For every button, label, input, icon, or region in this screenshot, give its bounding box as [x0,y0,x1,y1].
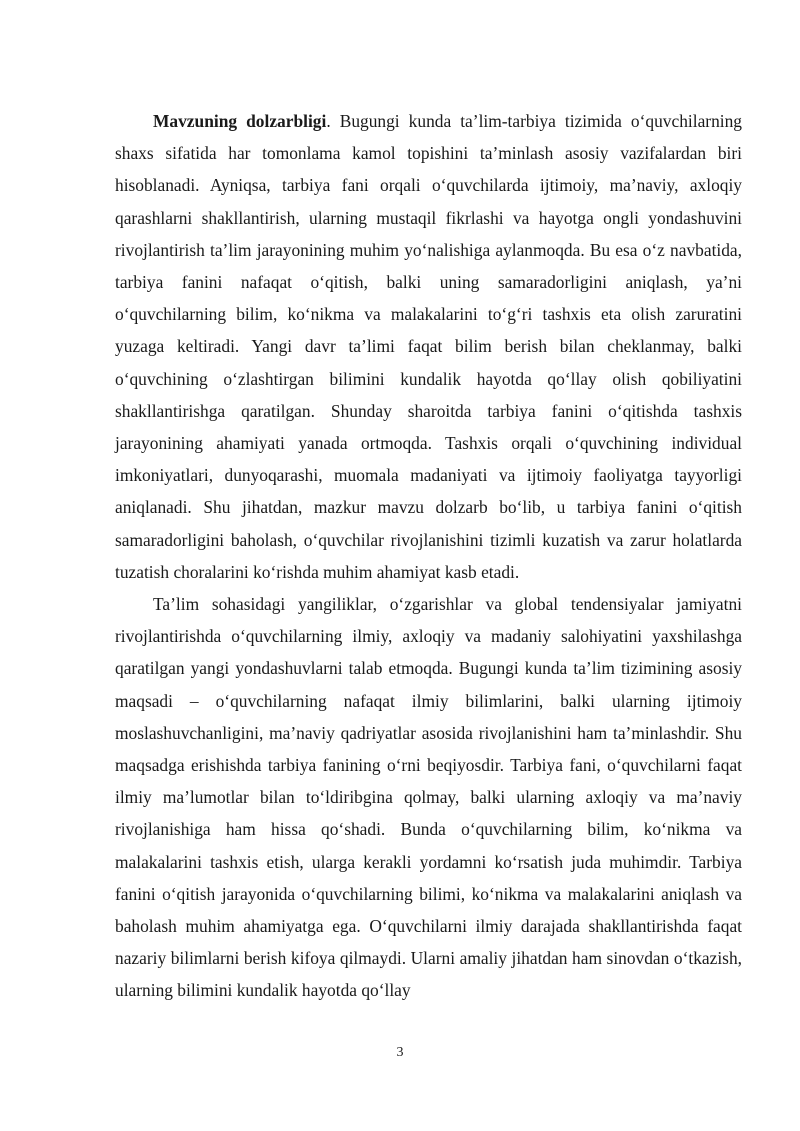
paragraph-text: Bugungi kunda ta’lim-tarbiya tizimida o‘quvchilarning shaxs sifatida har tomonlama kamol topishini ta’minlash asosiy vazifalardan biri hisoblanadi. Ayniqsa, tarbiya fani orqali o‘quvchilarda ijtimoiy, ma’naviy, axloqiy qarashlarni shakllantirish, ularning mustaqil fikrlashi va hayotga ongli yondashuvini rivojlantirish ta’lim jarayonining muhim yo‘nalishiga aylanmoqda. Bu esa o‘z navbatida, tarbiya fanini nafaqat o‘qitish, balki uning samaradorligini aniqlash, ya’ni o‘quvchilarning bilim, ko‘nikma va malakalarini to‘g‘ri tashxis eta olish zaruratini yuzaga keltiradi. Yangi davr ta’limi faqat bilim berish bilan cheklanmay, balki o‘quvchining o‘zlashtirgan bilimini kundalik hayotda qo‘llay olish qobiliyatini shakllantirishga qaratilgan. Shunday sharoitda tarbiya fanini o‘qitishda tashxis jarayonining ahamiyati yanada ortmoqda. Tashxis orqali o‘quvchining individual imkoniyatlari, dunyoqarashi, muomala madaniyati va ijtimoiy faoliyatga tayyorligi aniqlanadi. Shu jihatdan, mazkur mavzu dolzarb bo‘lib, u tarbiya fanini o‘qitish samaradorligini baholash, o‘quvchilar rivojlanishini tizimli kuzatish va zarur holatlarda tuzatish choralarini ko‘rishda muhim ahamiyat kasb etadi. [115,111,742,582]
paragraph-innovations [115,588,742,1007]
paragraph-text: Ta’lim sohasidagi yangiliklar, o‘zgarishlar va global tendensiyalar jamiyatni rivojlantirishda o‘quvchilarning ilmiy, axloqiy va madaniy salohiyatini yaxshilashga qaratilgan yangi yondashuvlarni talab etmoqda. Bugungi kunda ta’lim tizimining asosiy maqsadi – o‘quvchilarning nafaqat ilmiy bilimlarini, balki ularning ijtimoiy moslashuvchanligini, ma’naviy qadriyatlar asosida rivojlanishini ham ta’minlashdir. Shu maqsadga erishishda tarbiya fanining o‘rni beqiyosdir. Tarbiya fani, o‘quvchilarni faqat ilmiy ma’lumotlar bilan to‘ldiribgina qolmay, balki ularning axloqiy va ma’naviy rivojlanishiga ham hissa qo‘shadi. Bunda o‘quvchilarning bilim, ko‘nikma va malakalarini tashxis etish, ularga kerakli yordamni ko‘rsatish juda muhimdir. Tarbiya fanini o‘qitish jarayonida o‘quvchilarning bilimi, ko‘nikma va malakalarini aniqlash va baholash muhim ahamiyatga ega. O‘quvchilarni ilmiy darajada shakllantirishda faqat nazariy bilimlarni berish kifoya qilmaydi. Ularni amaliy jihatdan ham sinovdan o‘tkazish, ularning bilimini kundalik hayotda qo‘llay [115,594,742,1001]
page-number: 3 [396,1045,404,1060]
paragraph-relevance [115,105,742,588]
document-body [115,105,742,1007]
heading-punctuation: . [326,111,331,131]
section-heading: Mavzuning dolzarbligi [153,111,327,131]
